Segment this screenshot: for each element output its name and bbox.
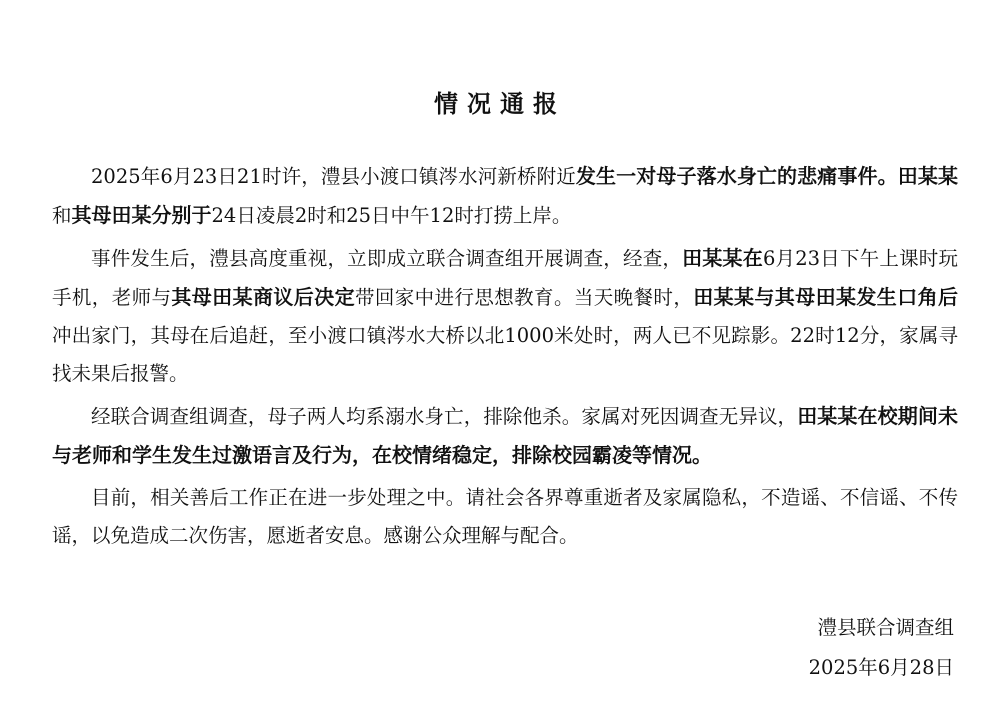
emphasized-text: 田某某在校期间未与老师和学生发生过激语言及行为，在校情绪稳定，排除校园霸凌等情况。 [52, 404, 958, 467]
paragraph-text: 24日凌晨2时和25日中午12时打捞上岸。 [211, 204, 572, 227]
emphasized-text: 发生一对母子落水身亡的悲痛事件。田某某 [575, 164, 958, 188]
notice-paragraph [52, 239, 958, 393]
paragraph-text: 和 [52, 204, 72, 227]
paragraph-text: 目前，相关善后工作正在进一步处理之中。请社会各界尊重逝者及家属隐私，不造谣、不信谣、不传谣，以免造成二次伤害，愿逝者安息。感谢公众理解与配合。 [52, 486, 958, 547]
emphasized-text: 田某某在 [682, 246, 763, 270]
paragraph-text: 冲出家门，其母在后追赶，至小渡口镇涔水大桥以北1000米处时，两人已不见踪影。22时12分，家属寻找未果后报警。 [52, 324, 958, 385]
signature-org: 澧县联合调查组 [817, 616, 954, 639]
emphasized-text: 其母田某商议后决定 [171, 285, 355, 309]
notice-paragraph [52, 397, 958, 475]
signature-date: 2025年6月28日 [808, 656, 954, 679]
emphasized-text: 其母田某分别于 [71, 203, 212, 227]
notice-title: 情况通报 [434, 90, 566, 118]
notice-body [52, 157, 958, 559]
notice-paragraph [52, 479, 958, 555]
notice-paragraph [52, 157, 958, 235]
paragraph-text: 经联合调查组调查，母子两人均系溺水身亡，排除他杀。家属对死因调查无异议， [91, 405, 798, 428]
paragraph-text: 带回家中进行思想教育。当天晚餐时， [354, 286, 694, 309]
paragraph-text: 6月23日下午上课时玩手机，老师与 [52, 247, 958, 309]
emphasized-text: 田某某与其母田某发生口角后 [693, 285, 958, 309]
paragraph-text: 事件发生后，澧县高度重视，立即成立联合调查组开展调查，经查， [91, 247, 683, 270]
paragraph-text: 2025年6月23日21时许，澧县小渡口镇涔水河新桥附近 [91, 165, 576, 188]
